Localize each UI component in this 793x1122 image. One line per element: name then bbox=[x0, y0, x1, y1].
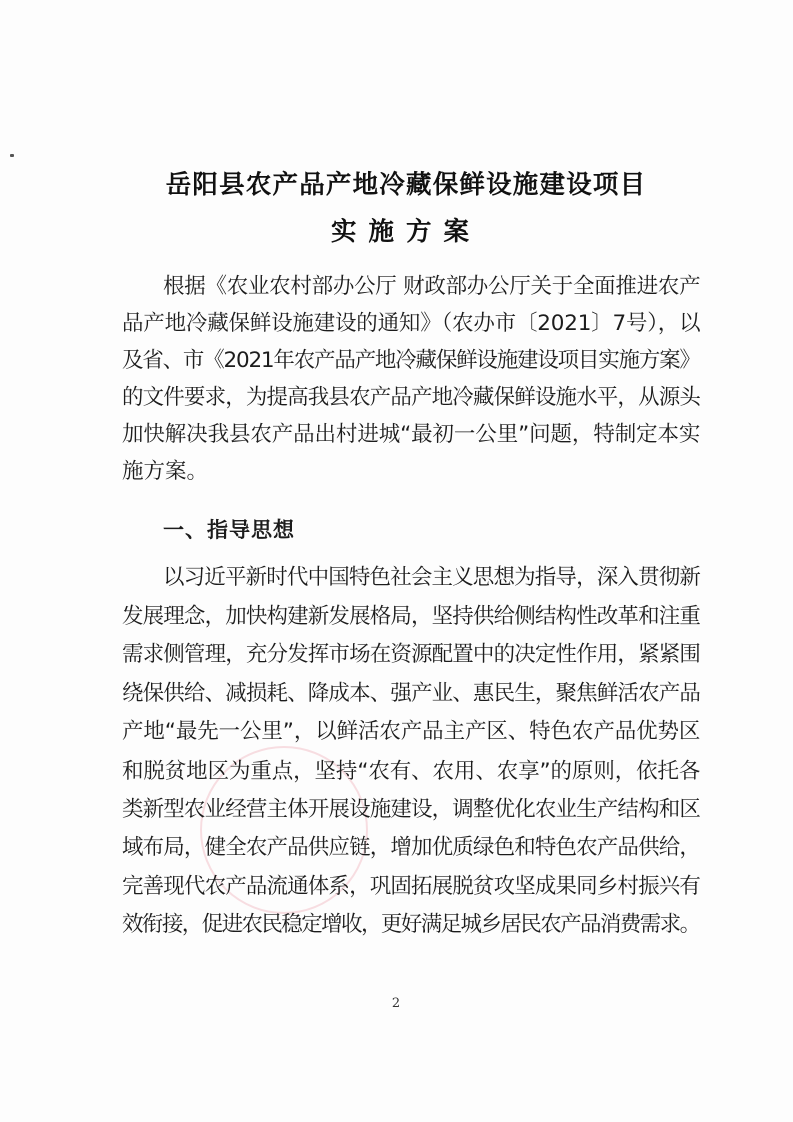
paragraph-line: 和脱贫地区为重点，坚持“农有、农用、农享”的原则，依托各 bbox=[122, 759, 701, 784]
paragraph-line: 根据《农业农村部办公厅 财政部办公厅关于全面推进农产 bbox=[163, 274, 701, 299]
page-number: 2 bbox=[391, 996, 401, 1011]
document-title: 岳阳县农产品产地冷藏保鲜设施建设项目 bbox=[165, 170, 647, 200]
paragraph-line: 以习近平新时代中国特色社会主义思想为指导，深入贯彻新 bbox=[163, 565, 701, 590]
paragraph-line: 发展理念，加快构建新发展格局，坚持供给侧结构性改革和注重 bbox=[122, 604, 701, 629]
paragraph-line: 域布局，健全农产品供应链，增加优质绿色和特色农产品供给， bbox=[122, 835, 701, 860]
paragraph-line: 的文件要求，为提高我县农产品产地冷藏保鲜设施水平，从源头 bbox=[122, 385, 701, 410]
paragraph-line: 绕保供给、减损耗、降成本、强产业、惠民生，聚焦鲜活农产品 bbox=[122, 681, 701, 706]
paragraph-line: 加快解决我县农产品出村进城“最初一公里”问题，特制定本实 bbox=[122, 422, 701, 447]
paragraph-line: 完善现代农产品流通体系，巩固拓展脱贫攻坚成果同乡村振兴有 bbox=[122, 874, 701, 899]
scan-speck bbox=[10, 154, 14, 157]
paragraph-line: 品产地冷藏保鲜设施建设的通知》（农办市〔2021〕7号），以 bbox=[122, 311, 701, 336]
paragraph-line: 及省、市《2021年农产品产地冷藏保鲜设施建设项目实施方案》 bbox=[122, 348, 700, 373]
section-heading: 一、指导思想 bbox=[163, 518, 295, 542]
paragraph-line: 类新型农业经营主体开展设施建设，调整优化农业生产结构和区 bbox=[122, 797, 701, 822]
paragraph-line: 需求侧管理，充分发挥市场在资源配置中的决定性作用，紧紧围 bbox=[122, 642, 701, 667]
paragraph-line: 产地“最先一公里”，以鲜活农产品主产区、特色农产品优势区 bbox=[122, 719, 701, 744]
document-subtitle: 实施方案 bbox=[330, 217, 481, 247]
paragraph-line: 效衔接，促进农民稳定增收，更好满足城乡居民农产品消费需求。 bbox=[122, 912, 700, 937]
paragraph-line: 施方案。 bbox=[122, 459, 209, 484]
